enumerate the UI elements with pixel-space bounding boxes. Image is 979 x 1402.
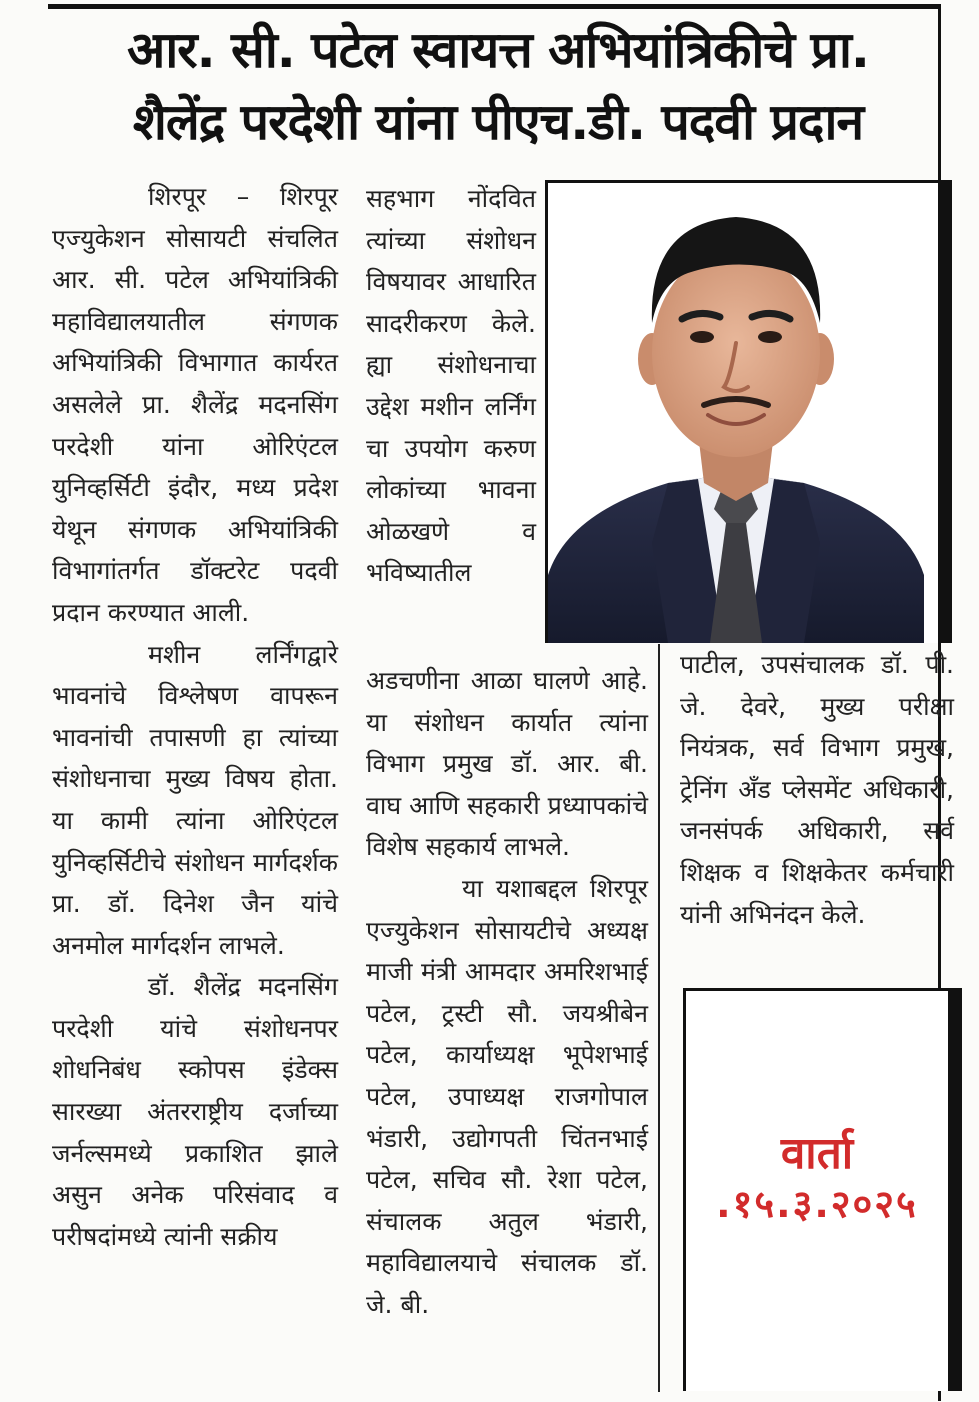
paragraph: शिरपूर – शिरपूर एज्युकेशन सोसायटी संचलित आर. सी. पटेल अभियांत्रिकी महाविद्यालयातील संगणक अभियांत्रिकी विभागात कार्यरत असलेले प्रा. शैलेंद्र मदनसिंग परदेशी यांना ओरिएंटल युनिव्हर्सिटी इंदौर, मध्य प्रदेश येथून संगणक अभियांत्रिकी विभागांतर्गत डॉक्टरेट पदवी प्रदान करण्यात आली. <box>52 182 338 627</box>
article-column-1 <box>52 176 338 1257</box>
paragraph: अडचणीना आळा घालणे आहे. या संशोधन कार्यात त्यांना विभाग प्रमुख डॉ. आर. बी. वाघ आणि सहकारी प्रध्यापकांचे विशेष सहकार्य लाभले. <box>366 666 648 862</box>
paragraph: सहभाग नोंदवित त्यांच्या संशोधन विषयावर आधारित सादरीकरण केले. ह्या संशोधनाचा उद्देश मशीन लर्निंग चा उपयोग करुण लोकांच्या भावना ओळखणे व भविष्यातील <box>366 184 536 588</box>
headline-line-2: शैलेंद्र परदेशी यांना पीएच.डी. पदवी प्रदान <box>132 93 864 151</box>
article-column-2-bottom <box>366 660 648 1326</box>
article-column-2-top <box>366 178 536 594</box>
headline-line-1: आर. सी. पटेल स्वायत्त अभियांत्रिकीचे प्रा. <box>127 21 869 79</box>
portrait-photo <box>545 180 952 643</box>
source-stamp <box>683 988 962 1391</box>
stamp-date: .१५.३.२०२५ <box>716 1182 918 1226</box>
headline <box>58 14 938 158</box>
paragraph: या यशाबद्दल शिरपूर एज्युकेशन सोसायटीचे अध्यक्ष माजी मंत्री आमदार अमरिशभाई पटेल, ट्रस्टी सौ. जयश्रीबेन पटेल, कार्याध्यक्ष भूपेशभाई पटेल, उपाध्यक्ष राजगोपाल भंडारी, उद्योगपती चिंतनभाई पटेल, सचिव सौ. रेशा पटेल, संचालक अतुल भंडारी, महाविद्यालयाचे संचालक डॉ. जे. बी. <box>366 873 648 1319</box>
portrait-illustration <box>548 183 924 643</box>
stamp-title: वार्ता <box>780 1128 854 1179</box>
paragraph: मशीन लर्निंगद्वारे भावनांचे विश्लेषण वापरून भावनांची तपासणी हा त्यांच्या संशोधनाचा मुख्य विषय होता. या कामी त्यांना ओरिएंटल युनिव्हर्सिटीचे संशोधन मार्गदर्शक प्रा. डॉ. दिनेश जैन यांचे अनमोल मार्गदर्शन लाभले. <box>52 639 338 960</box>
article-column-3 <box>680 644 954 935</box>
paragraph: पाटील, उपसंचालक डॉ. पी. जे. देवरे, मुख्य परीक्षा नियंत्रक, सर्व विभाग प्रमुख, ट्रेनिंग अँड प्लेसमेंट अधिकारी, जनसंपर्क अधिकारी, सर्व शिक्षक व शिक्षकेतर कर्मचारी यांनी अभिनंदन केले. <box>680 650 954 929</box>
paragraph: डॉ. शैलेंद्र मदनसिंग परदेशी यांचे संशोधनपर शोधनिबंध स्कोपस इंडेक्स सारख्या अंतरराष्ट्रीय दर्जाच्या जर्नल्समध्ये प्रकाशित झाले असुन अनेक परिसंवाद व परीषदांमध्ये त्यांनी सक्रीय <box>52 972 338 1251</box>
column-divider <box>658 644 660 1392</box>
